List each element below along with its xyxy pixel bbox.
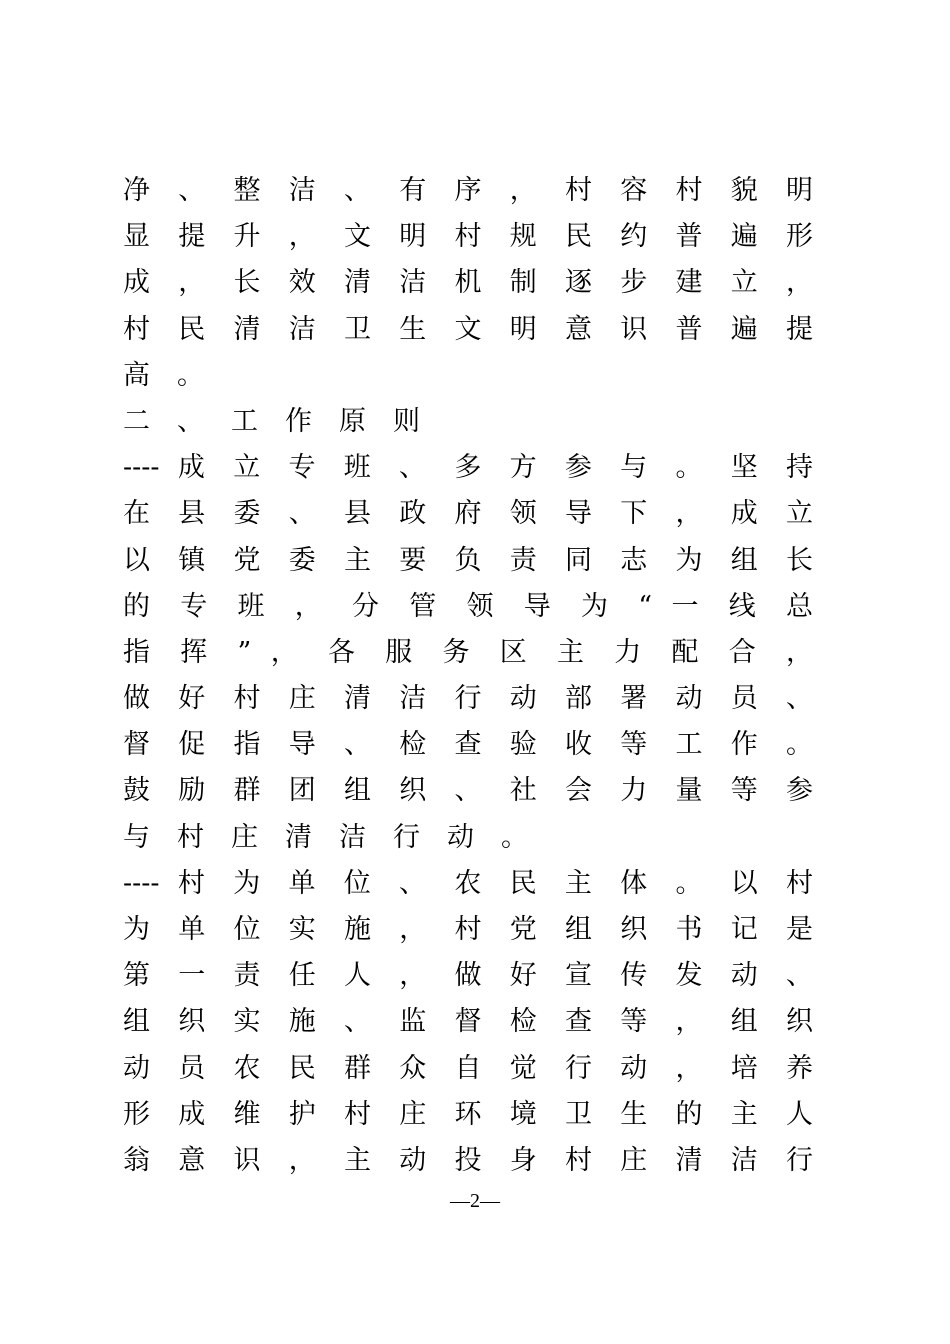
text-line: 动 员 农 民 群 众 自 觉 行 动 ， 培 养 [123, 1052, 813, 1084]
text-line: 与村庄清洁行动。 [123, 821, 555, 853]
text-line: 净 、 整 洁 、 有 序 ， 村 容 村 貌 明 [123, 175, 813, 206]
text-line: 组 织 实 施 、 监 督 检 查 等 ， 组 织 [123, 1006, 813, 1038]
text-line: 形 成 维 护 村 庄 环 境 卫 生 的 主 人 [123, 1098, 813, 1130]
text-line: 做 好 村 庄 清 洁 行 动 部 署 动 员 、 [123, 683, 813, 715]
text-line: 翁 意 识 ， 主 动 投 身 村 庄 清 洁 行 [123, 1144, 813, 1176]
body-text [123, 168, 813, 1184]
text-line: 鼓 励 群 团 组 织 、 社 会 力 量 等 参 [123, 775, 813, 807]
text-line: 村 民 清 洁 卫 生 文 明 意 识 普 遍 提 [123, 313, 813, 345]
text-line: 高。 [123, 359, 231, 391]
text-line: 在 县 委 、 县 政 府 领 导 下 ， 成 立 [123, 498, 813, 530]
text-line: 的 专 班 ， 分 管 领 导 为 “ 一 线 总 [123, 590, 813, 622]
text-line: ---- 村 为 单 位 、 农 民 主 体 。 以 村 [123, 867, 813, 899]
text-line: 显 提 升 ， 文 明 村 规 民 约 普 遍 形 [123, 221, 813, 253]
text-line: 以 镇 党 委 主 要 负 责 同 志 为 组 长 [123, 544, 813, 576]
text-line: 指 挥 ” ， 各 服 务 区 主 力 配 合 ， [123, 636, 813, 668]
text-line: 督 促 指 导 、 检 查 验 收 等 工 作 。 [123, 729, 813, 761]
text-line: 为 单 位 实 施 ， 村 党 组 织 书 记 是 [123, 914, 813, 945]
text-line: 成 ， 长 效 清 洁 机 制 逐 步 建 立 ， [123, 267, 813, 299]
page-number: —2— [450, 1190, 500, 1212]
text-line: 二、工作原则 [123, 405, 447, 437]
text-line: 第 一 责 任 人 ， 做 好 宣 传 发 动 、 [123, 960, 813, 992]
text-line: ---- 成 立 专 班 、 多 方 参 与 。 坚 持 [123, 452, 813, 484]
